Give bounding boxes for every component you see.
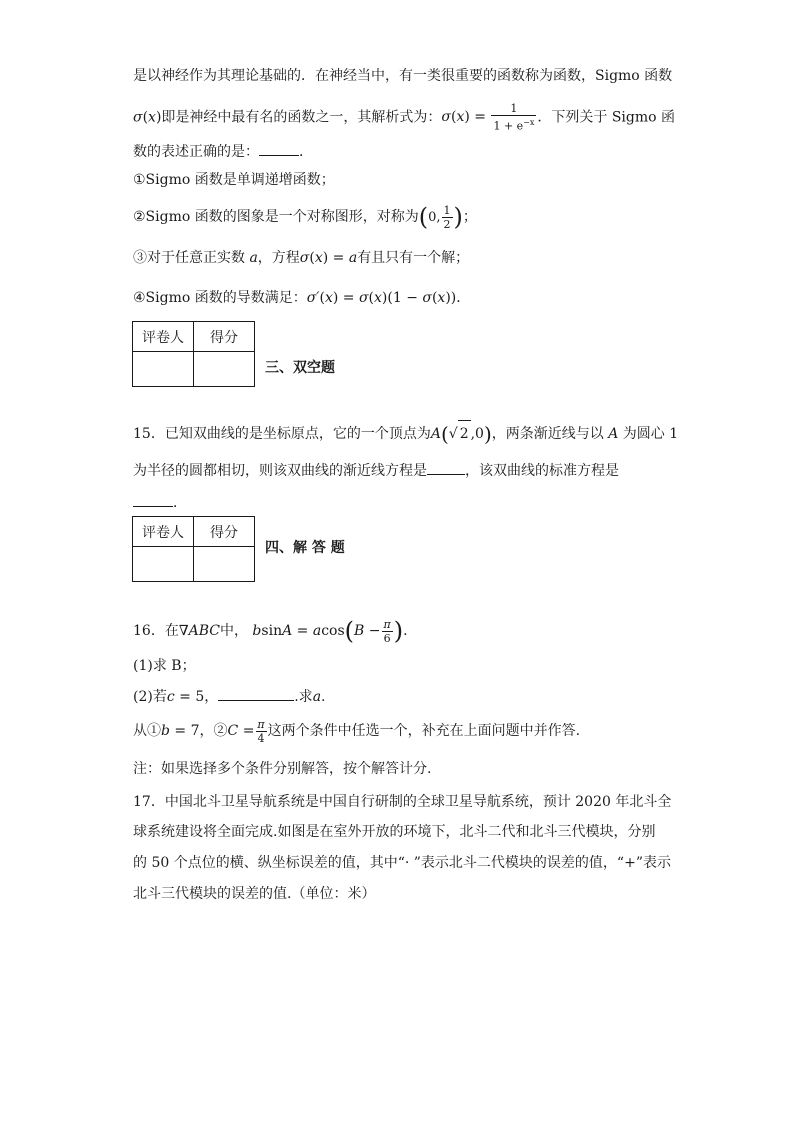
answer-blank-1: [427, 460, 465, 475]
q14-line-3: 数的表述正确的是： ．: [133, 141, 313, 162]
section-title-4: 四、解 答 题: [265, 540, 345, 556]
q15-line-3: ．: [133, 492, 187, 513]
score-label: 得分: [194, 517, 255, 547]
score-table-2: [132, 516, 255, 582]
q17-line-3: 的 50 个点位的横、纵坐标误差的值，其中“· ”表示北斗二代模块的误差的值，“+”表示: [133, 855, 671, 871]
sigma-formula: σ(x) = $\frac{1}{1 + e^{-x}}$: [441, 102, 535, 133]
q14-option-4: ④Sigmo 函数的导数满足：σ′(x) = σ(x)(1 − σ(x))．: [133, 290, 471, 306]
q17-line-1: 17．中国北斗卫星导航系统是中国自行研制的全球卫星导航系统，预计 2020 年北斗全: [133, 794, 672, 810]
q16-note: 注：如果选择多个条件分别解答，按个解答计分.: [133, 761, 432, 777]
q14-line-2: σ(x)即是神经中最有名的函数之一，其解析式为：σ(x) = $\frac{1}{1 + e^{-x}}$ ．下列关于 Sigmo 函: [133, 102, 676, 133]
q17-line-2: 球系统建设将全面完成.如图是在室外开放的环境下，北斗二代和北斗三代模块，分别: [133, 824, 656, 840]
fraction-one-half: $\frac{1}{2}$: [443, 203, 451, 231]
condition-blank: [218, 686, 294, 701]
section-title-3: 三、双空题: [265, 360, 335, 376]
q14-line-1: 是以神经作为其理论基础的．在神经当中，有一类很重要的函数称为函数，Sigmo 函数: [133, 68, 673, 84]
grader-cell: [133, 547, 194, 582]
score-cell: [194, 547, 255, 582]
q14-option-3: ③对于任意正实数 a，方程σ(x) = a有且只有一个解；: [133, 250, 470, 266]
fraction-pi-over-6: $\frac{\pi}{6}$: [383, 617, 391, 645]
q15-line-2: 为半径的圆都相切，则该双曲线的渐近线方程是 ，该双曲线的标准方程是: [133, 460, 619, 481]
q16-line-1: 16．在∇ABC中， bsinA = acos(B − $\frac{\pi}{6}$ ).: [133, 617, 408, 645]
answer-blank: [259, 141, 299, 156]
q16-conditions: 从①b = 7，②C = $\frac{\pi}{4}$ 这两个条件中任选一个，补充在上面问题中并作答.: [133, 717, 581, 745]
q16-part-1: (1)求 B；: [133, 658, 196, 674]
grader-label: 评卷人: [133, 322, 194, 352]
fraction-1-over-1-plus-e: $\frac{1}{1 + e^{-x}}$: [493, 102, 535, 133]
sigma-x: σ(x): [133, 109, 162, 126]
fraction-pi-over-4: $\frac{\pi}{4}$: [257, 717, 265, 745]
q17-line-4: 北斗三代模块的误差的值.（单位：米）: [133, 886, 376, 902]
answer-blank-2: [133, 492, 173, 507]
q15-line-1: 15．已知双曲线的是坐标原点，它的一个顶点为A(√ 2 ,0)，两条渐近线与以 A 为圆心 1: [133, 422, 679, 446]
score-label: 得分: [194, 322, 255, 352]
grader-label: 评卷人: [133, 517, 194, 547]
q14-option-2: ②Sigmo 函数的图象是一个对称图形，对称为(0, $\frac{1}{2}$ )；: [133, 203, 477, 231]
score-cell: [194, 352, 255, 387]
q14-option-1: ①Sigmo 函数是单调递增函数；: [133, 172, 335, 188]
score-table-1: [132, 321, 255, 387]
q16-part-2: (2)若c = 5， .求a.: [133, 686, 326, 707]
grader-cell: [133, 352, 194, 387]
